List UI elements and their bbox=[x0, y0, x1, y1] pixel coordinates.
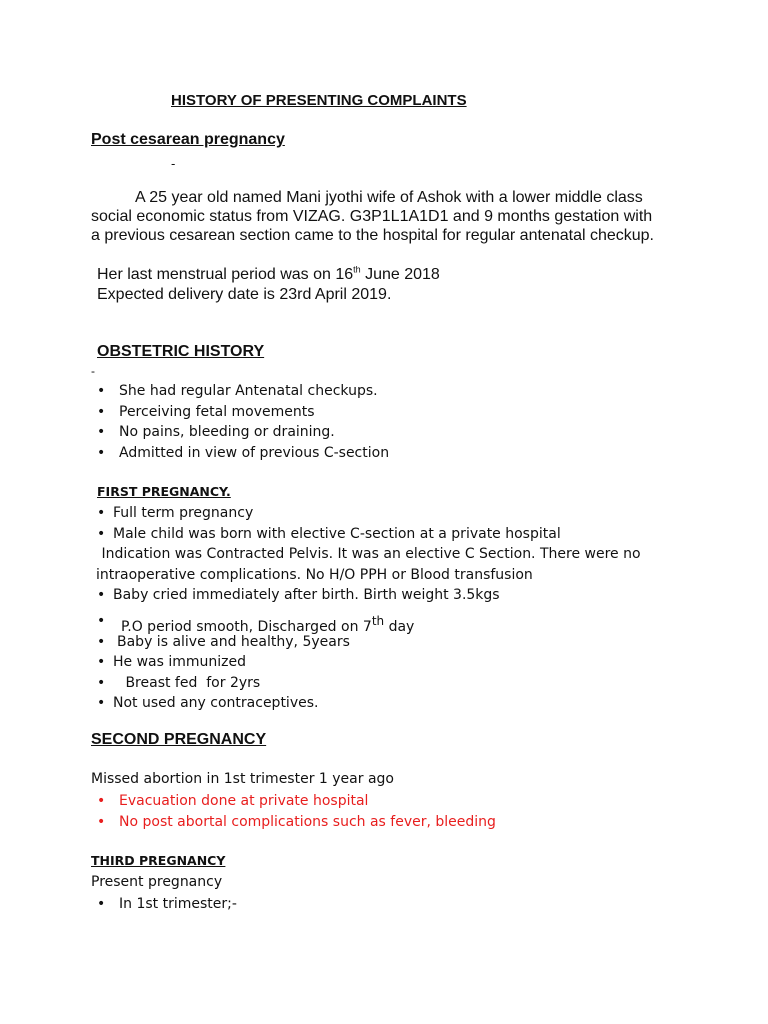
list-item-text: intraoperative complications. No H/O PPH or Blood transfusion bbox=[96, 566, 533, 583]
present-pregnancy-text: Present pregnancy bbox=[91, 874, 223, 890]
continuation-line bbox=[97, 565, 641, 586]
list-item bbox=[97, 652, 641, 673]
dash-separator: - bbox=[91, 364, 95, 378]
intro-paragraph bbox=[91, 188, 691, 245]
first-pregnancy-heading: FIRST PREGNANCY. bbox=[97, 484, 231, 499]
list-item bbox=[97, 503, 641, 524]
list-item bbox=[97, 422, 389, 443]
list-item bbox=[97, 632, 641, 653]
list-item-text: day bbox=[384, 618, 415, 635]
bullet-icon: • bbox=[97, 383, 106, 399]
second-pregnancy-list bbox=[97, 791, 496, 832]
intro-line: a previous cesarean section came to the hospital for regular antenatal checkup. bbox=[91, 227, 654, 244]
list-item-text: No pains, bleeding or draining. bbox=[119, 424, 335, 440]
list-item-text: Admitted in view of previous C-section bbox=[119, 444, 390, 461]
document-title: HISTORY OF PRESENTING COMPLAINTS bbox=[171, 92, 467, 109]
list-item bbox=[97, 812, 496, 833]
bullet-icon: • bbox=[97, 813, 106, 830]
edd-line: Expected delivery date is 23rd April 2019. bbox=[97, 286, 392, 303]
list-item bbox=[97, 443, 389, 464]
list-item-text: Male child was born with elective C-section at a private hospital bbox=[113, 525, 561, 542]
list-item-text: Baby cried immediately after birth. Birth weight 3.5kgs bbox=[113, 587, 500, 603]
bullet-icon: • bbox=[97, 403, 106, 420]
dates-block bbox=[97, 265, 440, 305]
list-item bbox=[97, 381, 389, 402]
lmp-line bbox=[97, 265, 440, 285]
intro-line: A 25 year old named Mani jyothi wife of Ashok with a lower middle class bbox=[135, 189, 643, 206]
lmp-superscript: th bbox=[353, 264, 361, 275]
lmp-text: Her last menstrual period was on 16 bbox=[97, 266, 354, 283]
bullet-icon: • bbox=[97, 654, 106, 670]
list-item-text: Full term pregnancy bbox=[113, 505, 254, 521]
obstetric-history-list bbox=[97, 381, 389, 463]
list-item-text: Not used any contraceptives. bbox=[113, 695, 319, 711]
list-item-text: In 1st trimester;- bbox=[119, 896, 237, 912]
obstetric-history-heading: OBSTETRIC HISTORY bbox=[97, 343, 265, 360]
list-item-text: P.O period smooth, Discharged on 7 bbox=[121, 618, 372, 635]
bullet-icon: • bbox=[97, 695, 106, 711]
list-item-text: Indication was Contracted Pelvis. It was an elective C Section. There were no bbox=[97, 546, 641, 562]
list-item bbox=[97, 606, 641, 635]
section-heading-post-cesarean: Post cesarean pregnancy bbox=[91, 131, 285, 148]
bullet-icon: • bbox=[97, 612, 106, 629]
list-item bbox=[97, 524, 641, 545]
list-item-text: Evacuation done at private hospital bbox=[119, 793, 369, 809]
list-item-text: She had regular Antenatal checkups. bbox=[119, 383, 378, 399]
dash-separator: - bbox=[171, 156, 176, 171]
bullet-icon: • bbox=[97, 674, 106, 691]
bullet-icon: • bbox=[97, 444, 106, 461]
list-item-text: Baby is alive and healthy, 5years bbox=[117, 633, 350, 650]
list-item bbox=[97, 791, 496, 812]
list-item bbox=[97, 693, 641, 714]
third-pregnancy-heading: THIRD PREGNANCY bbox=[91, 853, 226, 868]
bullet-icon: • bbox=[97, 587, 106, 603]
bullet-icon: • bbox=[97, 896, 106, 912]
bullet-icon: • bbox=[97, 525, 106, 542]
bullet-icon: • bbox=[97, 633, 106, 650]
bullet-icon: • bbox=[97, 424, 106, 440]
list-item bbox=[97, 894, 237, 915]
third-pregnancy-list bbox=[97, 894, 237, 915]
list-item-text: No post abortal complications such as fever, bleeding bbox=[119, 813, 496, 830]
intro-line: social economic status from VIZAG. G3P1L1A1D1 and 9 months gestation with bbox=[91, 208, 653, 225]
discharge-superscript: th bbox=[371, 613, 385, 628]
list-item bbox=[97, 585, 641, 606]
list-item-text: He was immunized bbox=[113, 654, 247, 670]
second-pregnancy-heading: SECOND PREGNANCY bbox=[91, 731, 267, 748]
missed-abortion-text: Missed abortion in 1st trimester 1 year ago bbox=[91, 771, 394, 787]
list-item bbox=[97, 673, 641, 694]
list-item-text: Perceiving fetal movements bbox=[119, 403, 315, 420]
bullet-icon: • bbox=[97, 793, 106, 809]
list-item-text: Breast fed for 2yrs bbox=[121, 674, 261, 691]
list-item bbox=[97, 402, 389, 423]
first-pregnancy-list bbox=[97, 503, 641, 714]
lmp-month: June 2018 bbox=[360, 266, 440, 283]
bullet-icon: • bbox=[97, 505, 106, 521]
continuation-line bbox=[97, 544, 641, 565]
